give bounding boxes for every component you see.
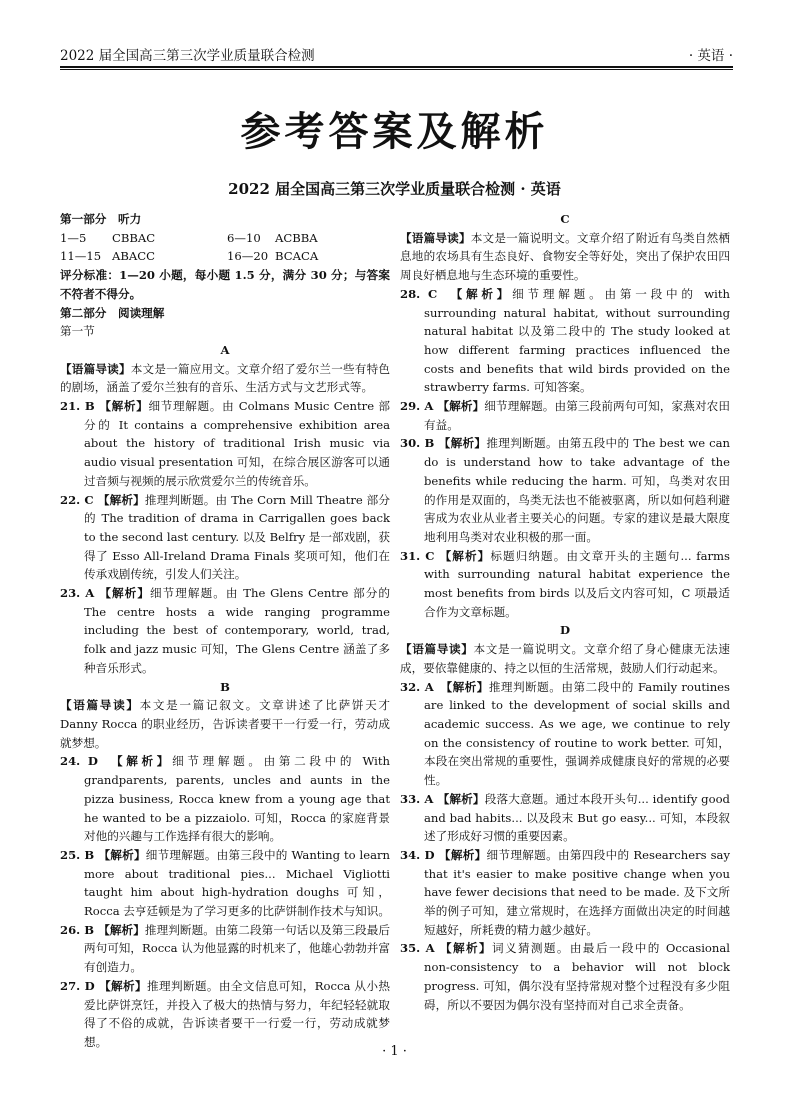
answer-row xyxy=(60,247,390,266)
answer-explanation: 34. D 【解析】细节理解题。由第四段中的 Researchers say that it's easier to make positive change when you have fewer decisions that need to be made. 及下文所举的例子可知，建立常规时，在选择方面做出决定的时间越短越好，所耗费的精力越少越好。 xyxy=(400,847,730,937)
answer-explanation: 29. A 【解析】细节理解题。由第三段前两句可知，家燕对农田有益。 xyxy=(400,399,730,432)
answer-range: 1—5 xyxy=(60,230,87,245)
answer-explanation: 24. D 【解析】细节理解题。由第二段中的 With grandparents, parents, uncles and aunts in the pizza business, Rocca knew from a young age that he wanted to be a pizzaiolo. 可知，Rocca 的家庭背景对他的兴趣与工作选择有很大的影响。 xyxy=(60,754,391,844)
passage-intro: 【语篇导读】本文是一篇应用文。文章介绍了爱尔兰一些有特色的剧场，涵盖了爱尔兰独有的音乐、生活方式与文艺形式等。 xyxy=(60,361,390,395)
answer-key: CBBAC xyxy=(112,230,156,245)
section-title: 第一节 xyxy=(60,324,95,339)
header-subject: · 英语 · xyxy=(688,48,733,64)
answer-key: BCACA xyxy=(275,249,319,264)
passage-label: B xyxy=(220,679,230,694)
passage-label: C xyxy=(560,212,570,226)
answer-key: ACBBA xyxy=(275,230,318,245)
answer-explanation: 32. A 【解析】推理判断题。由第二段中的 Family routines are linked to the development of social skills and academic success. As we age, we continue to rely on the consistency of routine to work better. 可知，本段在突出常规的重要性，强调养成健康良好的常规的必要性。 xyxy=(400,679,730,788)
answer-row xyxy=(60,229,390,248)
passage-label: D xyxy=(559,623,571,638)
passage-intro: 【语篇导读】本文是一篇说明文。文章介绍了身心健康无法速成，要依靠健康的、持之以恒的生活常规，鼓励人们行动起来。 xyxy=(400,642,730,675)
answer-explanation: 25. B 【解析】细节理解题。由第三段中的 Wanting to learn more about traditional pies... Michael Vigliotti taught him about high-hydration doughs 可知，Rocca 去亨廷顿是为了学习更多的比萨饼制作技术与知识。 xyxy=(60,847,390,919)
answer-range: 11—15 xyxy=(60,249,102,264)
answer-explanation: 33. A 【解析】段落大意题。通过本段开头句... identify good and bad habits... 以及段末 But go easy... 可知，本段叙述了形成好习惯的重要因素。 xyxy=(400,791,730,844)
passage-label: A xyxy=(220,342,230,357)
answer-explanation: 22. C 【解析】推理判断题。由 The Corn Mill Theatre 部分的 The tradition of drama in Carrigallen goes back to the second last century. 以及 Belfry 是一部戏剧，获得了 Esso All-Ireland Drama Finals 奖项可知，他们在传承戏剧传统，引发人们关注。 xyxy=(60,492,390,582)
left-column xyxy=(60,210,390,1052)
answer-explanation: 26. B 【解析】推理判断题。由第二段第一句话以及第三段最后两句可知，Rocca 认为他显露的时机来了，他雄心勃勃并富有创造力。 xyxy=(60,922,390,975)
header-rule xyxy=(60,66,733,68)
answer-explanation: 27. D 【解析】推理判断题。由全文信息可知，Rocca 从小热爱比萨饼烹饪，并投入了极大的热情与努力，年纪轻轻就取得了不俗的成就，告诉读者要干一行爱一行，劳动成就梦想。 xyxy=(60,978,390,1049)
page-number: · 1 · xyxy=(382,1044,407,1059)
answer-range: 6—10 xyxy=(227,230,261,245)
answer-explanation: 30. B 【解析】推理判断题。由第五段中的 The best we can do is understand how to take advantage of the benefits while reducing the harm. 可知，鸟类对农田的作用是双面的，鸟类无法也不能被驱离，所以如何趋利避害成为农业从业者主要关心的问题。专家的建议是最大限度地利用鸟类对农业积极的那一面。 xyxy=(400,436,730,544)
answer-explanation: 28. C 【解析】细节理解题。由第一段中的 with surrounding natural habitat, without surrounding natural habitat 以及第二段中的 The study looked at how different farming practices influenced the costs and benefits that wild birds provided on the strawberry farms. 可知答案。 xyxy=(400,286,730,395)
answer-key: ABACC xyxy=(112,249,156,264)
answer-explanation: 31. C 【解析】标题归纳题。由文章开头的主题句... farms with surrounding natural habitat experience the most benefits from birds 以及后文内容可知，C 项最适合作为文章标题。 xyxy=(400,548,730,619)
banner-title: 参考答案及解析 xyxy=(240,109,549,155)
right-column xyxy=(400,210,730,1014)
answer-explanation: 35. A 【解析】词义猜测题。由最后一段中的 Occasional non-consistency to a behavior will not block progress. 可知，偶尔没有坚持常规对整个过程没有多少阻碍，所以不要因为偶尔没有坚持而对自己求全责备。 xyxy=(400,941,730,1012)
page-header xyxy=(60,44,733,64)
scoring-note: 评分标准：1—20 小题，每小题 1.5 分，满分 30 分；与答案不符者不得分。 xyxy=(60,268,390,301)
answer-explanation: 21. B 【解析】细节理解题。由 Colmans Music Centre 部分的 It contains a comprehensive exhibition area about the history of traditional Irish music via audio visual presentation 可知，在综合展区游客可以通过音频与视频的展示欣赏爱尔兰的传统音乐。 xyxy=(60,399,391,488)
answer-explanation: 23. A 【解析】细节理解题。由 The Glens Centre 部分的 The centre hosts a wide ranging programme including the best of contemporary, world, trad, folk and jazz music 可知，The Glens Centre 涵盖了多种音乐形式。 xyxy=(60,586,390,675)
header-exam-title: 2022 届全国高三第三次学业质量联合检测 xyxy=(60,48,315,64)
document-subtitle: 2022 届全国高三第三次学业质量联合检测 · 英语 xyxy=(228,180,561,198)
answer-range: 16—20 xyxy=(227,249,269,264)
part2-title: 第二部分 阅读理解 xyxy=(60,305,165,320)
part1-title: 第一部分 听力 xyxy=(60,212,142,226)
passage-intro: 【语篇导读】本文是一篇记叙文。文章讲述了比萨饼天才 Danny Rocca 的职业经历，告诉读者要干一行爱一行，劳动成就梦想。 xyxy=(60,698,390,750)
passage-intro: 【语篇导读】本文是一篇说明文。文章介绍了附近有鸟类自然栖息地的农场具有生态良好、食物安全等好处，突出了保护农田四周良好栖息地与生态环境的重要性。 xyxy=(400,230,730,283)
header-rule-thin xyxy=(60,69,733,70)
